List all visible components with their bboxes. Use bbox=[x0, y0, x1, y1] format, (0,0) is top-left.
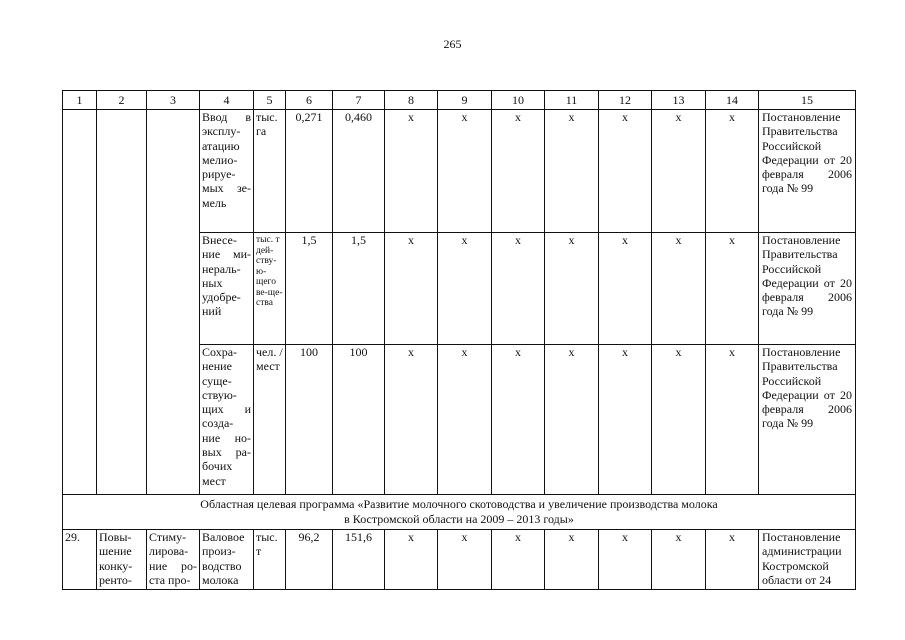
header-cell: 11 bbox=[545, 91, 599, 110]
header-cell: 13 bbox=[652, 91, 706, 110]
header-cell: 2 bbox=[97, 91, 147, 110]
header-cell: 4 bbox=[200, 91, 254, 110]
x-cell: х bbox=[385, 345, 438, 495]
value-cell: 0,271 bbox=[286, 110, 333, 233]
unit-cell: чел. /мест bbox=[254, 345, 286, 495]
x-cell: х bbox=[652, 530, 706, 590]
x-cell: х bbox=[492, 110, 545, 233]
x-cell: х bbox=[599, 345, 652, 495]
x-cell: х bbox=[599, 233, 652, 345]
header-cell: 14 bbox=[706, 91, 759, 110]
empty-cell bbox=[97, 110, 147, 495]
x-cell: х bbox=[652, 233, 706, 345]
x-cell: х bbox=[385, 110, 438, 233]
value-cell: 100 bbox=[333, 345, 385, 495]
section-title-line: в Костромской области на 2009 – 2013 годы» bbox=[344, 511, 574, 526]
x-cell: х bbox=[545, 233, 599, 345]
header-cell: 7 bbox=[333, 91, 385, 110]
empty-cell bbox=[63, 110, 97, 495]
indicator-cell: Сохра-нение суще-ствую-щих и созда-ние но-вых ра-бочих мест bbox=[200, 345, 254, 495]
x-cell: х bbox=[438, 530, 492, 590]
header-cell: 9 bbox=[438, 91, 492, 110]
table-row bbox=[63, 530, 856, 590]
indicator-cell: Валовое произ-водство молока bbox=[200, 530, 254, 590]
x-cell: х bbox=[545, 530, 599, 590]
header-cell: 1 bbox=[63, 91, 97, 110]
program-table bbox=[62, 90, 856, 590]
task-cell: Стиму-лирова-ние ро-ста про- bbox=[147, 530, 200, 590]
header-cell: 6 bbox=[286, 91, 333, 110]
unit-cell: тыс. т bbox=[254, 530, 286, 590]
section-title bbox=[63, 495, 856, 530]
basis-cell: Постановление администрации Костромской области от 24 bbox=[759, 530, 856, 590]
x-cell: х bbox=[599, 110, 652, 233]
value-cell: 0,460 bbox=[333, 110, 385, 233]
x-cell: х bbox=[492, 345, 545, 495]
x-cell: х bbox=[438, 345, 492, 495]
unit-cell: тыс. т дей-ству-ю-щего ве-ще-ства bbox=[254, 233, 286, 345]
x-cell: х bbox=[385, 233, 438, 345]
value-cell: 100 bbox=[286, 345, 333, 495]
x-cell: х bbox=[706, 345, 759, 495]
header-cell: 5 bbox=[254, 91, 286, 110]
header-cell: 10 bbox=[492, 91, 545, 110]
basis-cell: Постановление Правительства Российской Федерации от 20 февраля 2006 года № 99 bbox=[759, 110, 856, 233]
header-cell: 12 bbox=[599, 91, 652, 110]
x-cell: х bbox=[652, 345, 706, 495]
row-number: 29. bbox=[63, 530, 97, 590]
empty-cell bbox=[147, 110, 200, 495]
x-cell: х bbox=[492, 530, 545, 590]
value-cell: 1,5 bbox=[333, 233, 385, 345]
header-cell: 3 bbox=[147, 91, 200, 110]
x-cell: х bbox=[706, 530, 759, 590]
x-cell: х bbox=[545, 110, 599, 233]
section-title-line: Областная целевая программа «Развитие молочного скотоводства и увеличение производства молока bbox=[200, 497, 718, 511]
basis-cell: Постановление Правительства Российской Федерации от 20 февраля 2006 года № 99 bbox=[759, 345, 856, 495]
section-header-row bbox=[63, 495, 856, 530]
page-number: 265 bbox=[443, 37, 462, 51]
x-cell: х bbox=[599, 530, 652, 590]
indicator-cell: Ввод в эксплу-атацию мелио-рируе-мых зе-мель bbox=[200, 110, 254, 233]
x-cell: х bbox=[652, 110, 706, 233]
x-cell: х bbox=[706, 110, 759, 233]
x-cell: х bbox=[385, 530, 438, 590]
basis-cell: Постановление Правительства Российской Федерации от 20 февраля 2006 года № 99 bbox=[759, 233, 856, 345]
value-cell: 1,5 bbox=[286, 233, 333, 345]
indicator-cell: Внесе-ние ми-нераль-ных удобре-ний bbox=[200, 233, 254, 345]
goal-cell: Повы-шение конку-ренто- bbox=[97, 530, 147, 590]
header-cell: 15 bbox=[759, 91, 856, 110]
column-number-row bbox=[63, 91, 856, 110]
value-cell: 151,6 bbox=[333, 530, 385, 590]
x-cell: х bbox=[706, 233, 759, 345]
table-row bbox=[63, 110, 856, 233]
x-cell: х bbox=[492, 233, 545, 345]
x-cell: х bbox=[438, 233, 492, 345]
x-cell: х bbox=[545, 345, 599, 495]
unit-cell: тыс. га bbox=[254, 110, 286, 233]
header-cell: 8 bbox=[385, 91, 438, 110]
value-cell: 96,2 bbox=[286, 530, 333, 590]
x-cell: х bbox=[438, 110, 492, 233]
